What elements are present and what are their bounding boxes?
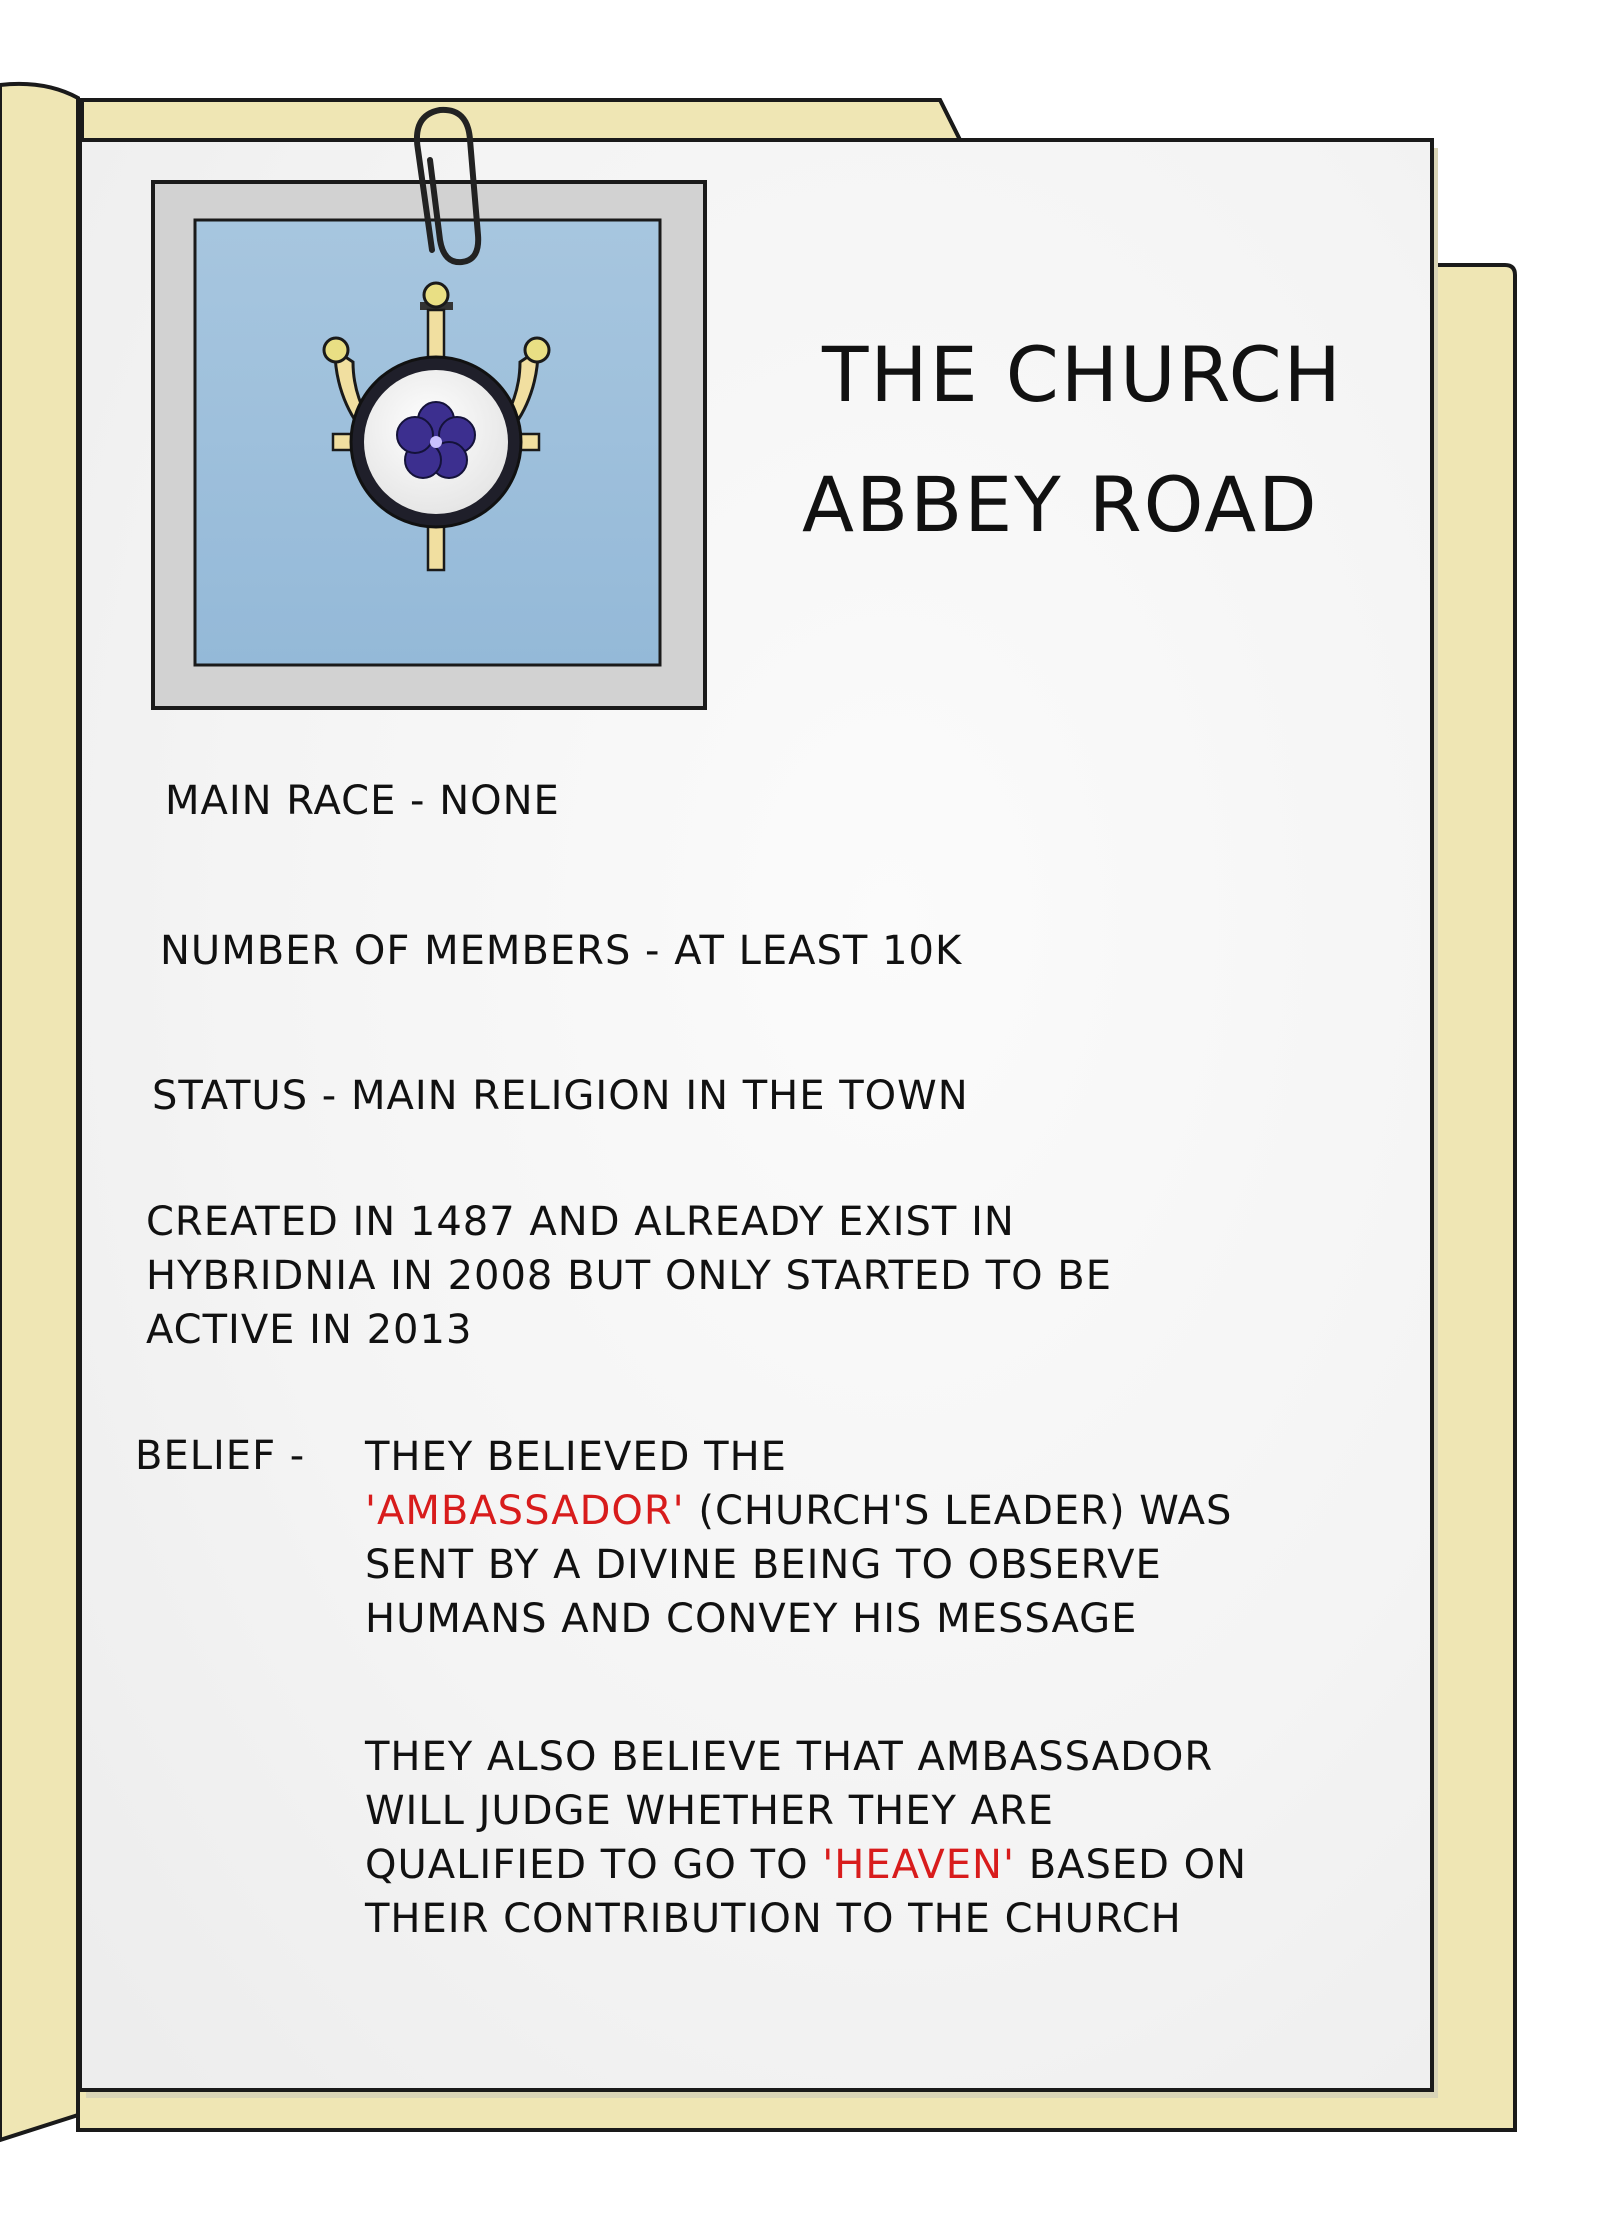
belief-line-end: BASED ON: [1014, 1842, 1248, 1888]
belief-line: SENT BY A DIVINE BEING TO OBSERVE: [365, 1542, 1162, 1588]
belief-line: THEIR CONTRIBUTION TO THE CHURCH: [365, 1896, 1182, 1942]
belief-paragraph-1: [365, 1430, 1232, 1646]
title-church: THE CHURCH: [822, 330, 1343, 419]
belief-line: THEY ALSO BELIEVE THAT AMBASSADOR: [365, 1734, 1214, 1780]
status-text: STATUS - MAIN RELIGION IN THE TOWN: [152, 1073, 969, 1119]
history-line: ACTIVE IN 2013: [146, 1307, 473, 1353]
belief-line: WILL JUDGE WHETHER THEY ARE: [365, 1788, 1055, 1834]
belief-line-start: QUALIFIED TO GO TO: [365, 1842, 823, 1888]
belief-line: [365, 1838, 1247, 1892]
belief-paragraph-2: [365, 1730, 1247, 1946]
members-text: NUMBER OF MEMBERS - AT LEAST 10K: [160, 928, 963, 974]
history-line: CREATED IN 1487 AND ALREADY EXIST IN: [146, 1199, 1015, 1245]
folder-tab: [82, 100, 960, 140]
belief-line: [365, 1484, 1232, 1538]
folder-back: [0, 84, 78, 2140]
history-line: HYBRIDNIA IN 2008 BUT ONLY STARTED TO BE: [146, 1253, 1113, 1299]
heaven-highlight: 'HEAVEN': [822, 1842, 1015, 1888]
ambassador-highlight: 'AMBASSADOR': [365, 1488, 685, 1534]
belief-label: BELIEF -: [135, 1433, 306, 1479]
main-race-text: MAIN RACE - NONE: [165, 778, 560, 824]
belief-line: THEY BELIEVED THE: [365, 1434, 787, 1480]
history-text: [146, 1195, 1112, 1357]
belief-line-rest: (CHURCH'S LEADER) WAS: [684, 1488, 1233, 1534]
belief-line: HUMANS AND CONVEY HIS MESSAGE: [365, 1596, 1138, 1642]
title-location: ABBEY ROAD: [802, 460, 1319, 549]
